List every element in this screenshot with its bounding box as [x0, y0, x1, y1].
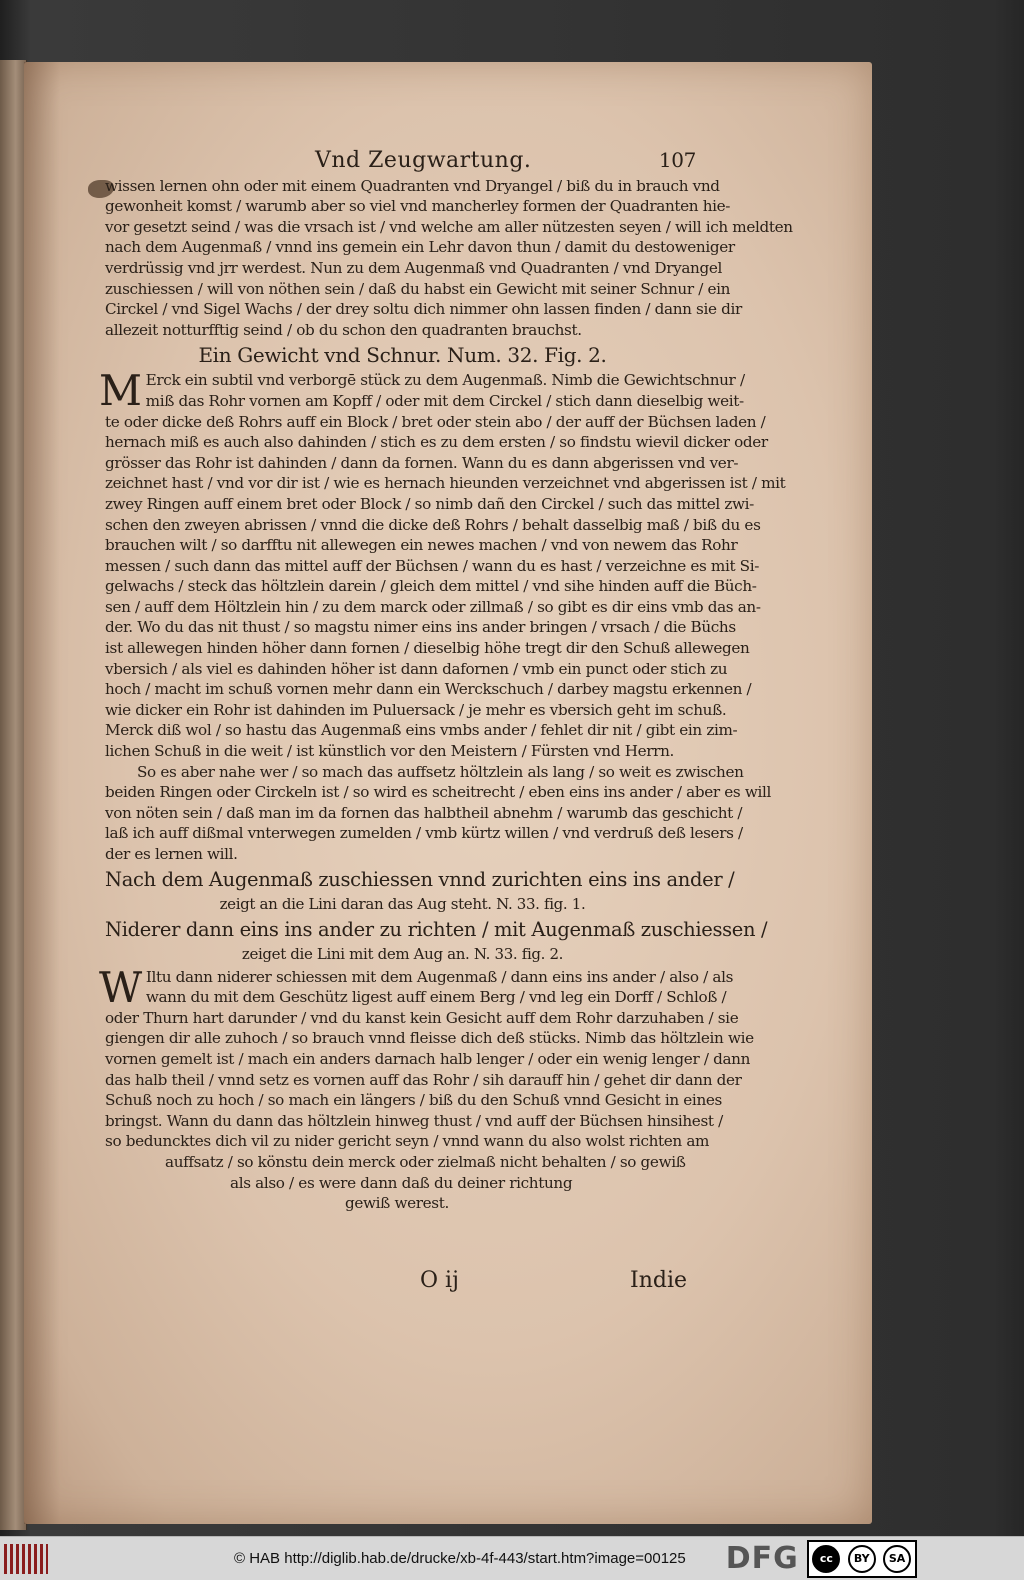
section-heading-1: Ein Gewicht vnd Schnur. Num. 32. Fig. 2. — [198, 343, 607, 368]
text-line: der es lernen will. — [105, 845, 238, 863]
drop-initial-m: M — [99, 366, 142, 416]
paragraph-3 — [105, 762, 772, 865]
text-line: zuschiessen / will von nöthen sein / daß du habst ein Gewicht mit seiner Schnur / ein — [105, 279, 731, 298]
text-line: allezeit notturfftig seind / ob du schon den quadranten brauchst. — [105, 320, 582, 339]
paragraph-4 — [99, 962, 754, 1214]
text-line: wann du mit dem Geschütz ligest auff einem Berg / vnd leg ein Dorff / Schloß / — [145, 988, 727, 1007]
text-line: Erck ein subtil vnd verborgē stück zu dem Augenmaß. Nimb die Gewichtschnur / — [145, 371, 745, 390]
text-line: laß ich auff dißmal vnterwegen zumelden / vmb kürtz willen / vnd verdruß deß lesers / — [105, 824, 743, 843]
sa-icon: SA — [883, 1545, 911, 1573]
text-line: gewiß werest. — [345, 1194, 449, 1213]
text-line: So es aber nahe wer / so mach das auffsetz höltzlein als lang / so weit es zwischen — [137, 762, 744, 781]
running-head — [105, 150, 700, 172]
text-line: zeichnet hast / vnd vor dir ist / wie es hernach hieunden verzeichnet vnd abgerissen ist / mit — [105, 474, 786, 493]
viewer-footer-bar — [0, 1536, 1024, 1580]
text-line: brauchen wilt / so darfftu nit allewegen ein newes machen / vnd von newem das Rohr — [105, 536, 738, 555]
section-heading-3: Niderer dann eins ins ander zu richten / mit Augenmaß zuschiessen / — [105, 917, 768, 941]
section-subheading-2: zeigt an die Lini daran das Aug steht. N. 33. fig. 1. — [219, 894, 586, 913]
text-line: Circkel / vnd Sigel Wachs / der drey soltu dich nimmer ohn lassen finden / dann sie dir — [105, 300, 742, 319]
text-line: vornen gemelt ist / mach ein anders darnach halb lenger / oder ein wenig lenger / dann — [105, 1049, 751, 1068]
text-line: beiden Ringen oder Circkeln ist / so wird es scheitrecht / eben eins ins ander / aber es will — [105, 783, 772, 802]
text-line: te oder dicke deß Rohrs auff ein Block / bret oder stein abo / der auff der Büchsen laden / — [105, 412, 766, 431]
text-line: giengen dir alle zuhoch / so brauch vnnd fleisse dich deß stücks. Nimb das höltzlein wie — [105, 1029, 754, 1048]
text-line: gelwachs / steck das höltzlein darein / gleich dem mittel / vnd sihe hinden auff die Büch- — [105, 577, 757, 596]
text-line: schen den zweyen abrissen / vnnd die dicke deß Rohrs / behalt dasselbig maß / biß du es — [105, 515, 761, 534]
hab-logo[interactable] — [4, 1544, 48, 1574]
text-line: wissen lernen ohn oder mit einem Quadranten vnd Dryangel / biß du in brauch vnd — [105, 176, 720, 195]
text-line: vor gesetzt seind / was die vrsach ist / vnd welche am aller nützesten seyen / will ich meldten — [105, 217, 793, 236]
paragraph-1 — [105, 176, 793, 341]
text-line: messen / such dann das mittel auff der Büchsen / wann du es hast / verzeichne es mit Si- — [105, 556, 760, 575]
text-line: als also / es were dann daß du deiner richtung — [230, 1173, 573, 1192]
text-line: bringst. Wann du dann das höltzlein hinweg thust / vnd auff der Büchsen hinsihest / — [105, 1111, 723, 1130]
text-line: vbersich / als viel es dahinden höher ist dann dafornen / vmb ein punct oder stich zu — [105, 659, 728, 678]
text-line: wie dicker ein Rohr ist dahinden im Puluersack / je mehr es vbersich geht im schuß. — [105, 700, 727, 719]
text-line: grösser das Rohr ist dahinden / dann da fornen. Wann du es dann abgerissen vnd ver- — [105, 453, 739, 472]
running-title: Vnd Zeugwartung. — [315, 148, 532, 173]
section-subheading-3: zeiget die Lini mit dem Aug an. N. 33. fig. 2. — [241, 944, 564, 963]
paragraph-2 — [99, 366, 786, 761]
text-line: zwey Ringen auff einem bret oder Block / so nimb dañ den Circkel / such das mittel zwi- — [105, 494, 754, 513]
cc-license-badge[interactable] — [807, 1540, 917, 1578]
text-line: oder Thurn hart darunder / vnd du kanst kein Gesicht auff dem Rohr darzuhaben / sie — [105, 1008, 739, 1027]
text-line: lichen Schuß in die weit / ist künstlich vor den Meistern / Fürsten vnd Herrn. — [105, 742, 674, 761]
text-line: Merck diß wol / so hastu das Augenmaß eins vmbs ander / fehlet dir nit / gibt ein zim- — [105, 721, 738, 740]
text-line: hoch / macht im schuß vornen mehr dann ein Werckschuch / darbey magstu erkennen / — [105, 680, 752, 699]
text-line: ist allewegen hinden höher dann fornen / dieselbig höhe tregt dir den Schuß allewegen — [105, 639, 750, 658]
page-number: 107 — [658, 148, 696, 172]
drop-initial-w: W — [99, 962, 142, 1012]
page-footer — [105, 1268, 695, 1308]
text-line: auffsatz / so könstu dein merck oder zielmaß nicht behalten / so gewiß — [165, 1152, 686, 1171]
text-line: das halb theil / vnnd setz es vornen auff das Rohr / sih darauff hin / gehet dir dann der — [105, 1070, 742, 1089]
previous-page-edge — [0, 60, 27, 1530]
text-line: miß das Rohr vornen am Kopff / oder mit dem Circkel / stich dann dieselbig weit- — [145, 391, 744, 410]
text-line: Schuß noch zu hoch / so mach ein längers / biß du den Schuß vnnd Gesicht in eines — [105, 1091, 722, 1110]
cc-icon: cc — [812, 1545, 840, 1573]
section-heading-2: Nach dem Augenmaß zuschiessen vnnd zurichten eins ins ander / — [105, 867, 735, 891]
copyright-link[interactable]: © HAB http://diglib.hab.de/drucke/xb-4f-443/start.htm?image=00125 — [234, 1550, 686, 1567]
text-line: der. Wo du das nit thust / so magstu nimer eins ins ander bringen / vrsach / die Büchs — [105, 618, 736, 637]
text-line: so beduncktes dich vil zu nider gericht seyn / vnnd wann du also wolst richten am — [105, 1132, 710, 1151]
catchword: Indie — [630, 1268, 687, 1293]
text-line: gewonheit komst / warumb aber so viel vnd mancherley formen der Quadranten hie- — [105, 197, 731, 216]
text-line: von nöten sein / daß man im da fornen das halbtheil abnehm / warumb das geschicht / — [105, 803, 743, 822]
dfg-logo[interactable]: DFG — [725, 1541, 799, 1576]
page-text — [99, 148, 793, 1214]
by-icon: BY — [848, 1545, 876, 1573]
text-line: hernach miß es auch also dahinden / stich es zu dem ersten / so findstu wievil dicker oder — [105, 433, 768, 452]
text-line: sen / auff dem Höltzlein hin / zu dem marck oder zillmaß / so gibt es dir eins vmb das an- — [105, 597, 761, 616]
text-line: Iltu dann niderer schiessen mit dem Augenmaß / dann eins ins ander / also / als — [145, 967, 734, 986]
text-line: verdrüssig vnd jrr werdest. Nun zu dem Augenmaß vnd Quadranten / vnd Dryangel — [105, 258, 723, 277]
signature-mark: O ij — [420, 1268, 459, 1293]
text-line: nach dem Augenmaß / vnnd ins gemein ein Lehr davon thun / damit du destoweniger — [105, 238, 735, 257]
